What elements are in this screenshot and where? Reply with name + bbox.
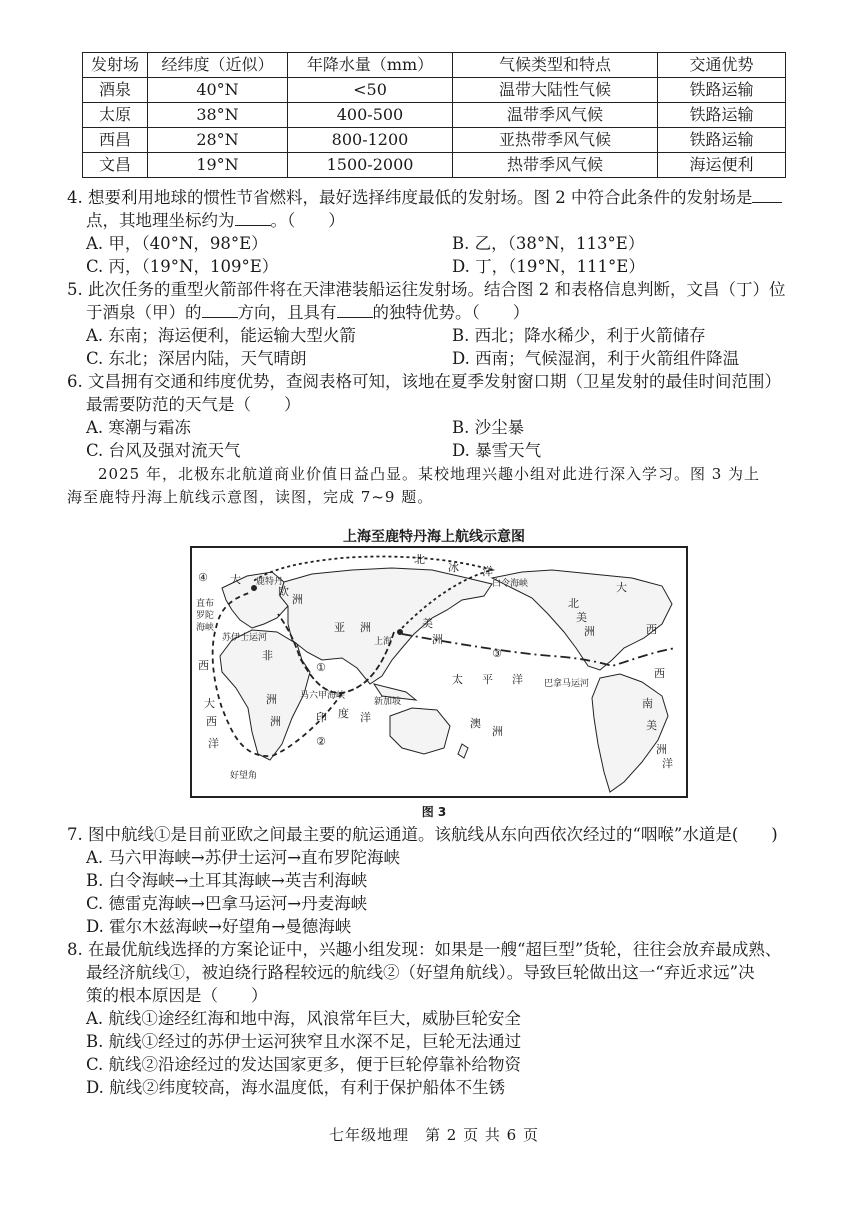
option-c: C. 东北；深居内陆，天气晴朗 [86, 349, 307, 368]
map-label: 度 [338, 707, 349, 720]
table-cell: 亚热带季风气候 [453, 128, 658, 153]
map-label: 苏伊士运河 [222, 633, 268, 643]
map-label: 直布罗陀海峡 [196, 599, 215, 633]
option-c: C. 丙，（19°N，109°E） [86, 257, 279, 276]
question-8-stem-cont: 策的根本原因是（ ） [86, 986, 268, 1005]
table-cell: 温带季风气候 [453, 103, 658, 128]
option-c: C. 航线②沿途经过的发达国家更多，便于巨轮停靠补给物资 [86, 1055, 522, 1074]
table-row [83, 78, 786, 103]
shipping-route-map [190, 546, 688, 798]
option-c: C. 台风及强对流天气 [86, 441, 241, 460]
option-d: D. 航线②纬度较高，海水温度低，有利于保护船体不生锈 [86, 1078, 506, 1097]
question-8-stem-cont: 最经济航线①，被迫绕行路程较远的航线②（好望角航线）。导致巨轮做出这一“弃近求远”决 [86, 963, 755, 982]
question-6-stem: 6. 文昌拥有交通和纬度优势，查阅表格可知，该地在夏季发射窗口期（卫星发射的最佳时间范围） [67, 372, 781, 391]
table-header-cell: 气候类型和特点 [453, 53, 658, 78]
question-4-stem [67, 187, 782, 209]
asia-landmass [280, 565, 493, 684]
map-label: 洲 [492, 725, 503, 738]
map-label: 洲 [360, 621, 371, 634]
map-label: 西 [206, 715, 217, 728]
question-text: 于酒泉（甲）的 [86, 303, 202, 322]
table-row [83, 153, 786, 178]
south-america-landmass [592, 674, 668, 792]
map-label: 北 [414, 553, 425, 566]
option-a: A. 寒潮与霜冻 [86, 418, 191, 437]
map-label: 新加坡 [374, 697, 402, 707]
map-label: 洋 [208, 737, 219, 750]
page-footer: 七年级地理 第 2 页 共 6 页 [329, 1126, 539, 1144]
question-6-stem-cont: 最需要防范的天气是（ ） [86, 395, 301, 414]
map-label: 马六甲海峡 [300, 691, 346, 701]
table-cell: 40°N [148, 78, 288, 103]
map-label: 平 [482, 673, 493, 686]
map-label: 鹿特丹 [256, 577, 284, 587]
table-cell: 28°N [148, 128, 288, 153]
table-cell: 西昌 [83, 128, 148, 153]
question-text: 。（ ） [270, 211, 345, 230]
table-cell: 800-1200 [288, 128, 453, 153]
map-label: 大 [230, 573, 241, 586]
table-cell: 热带季风气候 [453, 153, 658, 178]
option-d: D. 丁，（19°N，111°E） [452, 257, 645, 276]
question-text: 的独特优势。（ ） [372, 303, 530, 322]
map-label: 美 [576, 611, 587, 624]
map-label: 大 [204, 697, 215, 710]
map-label: 印 [316, 711, 327, 724]
option-b: B. 西北；降水稀少，利于火箭储存 [452, 326, 706, 345]
map-label: 美 [646, 719, 657, 732]
option-d: D. 霍尔木兹海峡→好望角→曼德海峡 [86, 917, 352, 936]
map-label: 北 [568, 597, 579, 610]
option-d: D. 西南；气候湿润，利于火箭组件降温 [452, 349, 740, 368]
option-a: A. 甲，（40°N，98°E） [86, 234, 268, 253]
option-b: B. 白令海峡→土耳其海峡→英吉利海峡 [86, 871, 368, 890]
map-label: 洲 [270, 715, 281, 728]
question-5-stem-cont [86, 302, 529, 324]
table-header-cell: 年降水量（mm） [288, 53, 453, 78]
map-title: 上海至鹿特丹海上航线示意图 [343, 529, 525, 545]
answer-blank [337, 317, 373, 318]
table-cell: 19°N [148, 153, 288, 178]
australia-landmass [390, 708, 450, 754]
question-8-stem: 8. 在最优航线选择的方案论证中，兴趣小组发现：如果是一艘“超巨型”货轮，往往会放弃最成熟、 [67, 940, 782, 959]
table-cell: 铁路运输 [658, 128, 786, 153]
map-label: 洋 [512, 673, 523, 686]
map-label: 亚 [334, 621, 345, 634]
route-marker: ④ [198, 571, 208, 584]
map-label: 澳 [470, 717, 481, 730]
map-label: 洲 [432, 633, 443, 646]
option-b: B. 乙，（38°N，113°E） [452, 234, 645, 253]
option-c: C. 德雷克海峡→巴拿马运河→丹麦海峡 [86, 894, 368, 913]
table-row [83, 128, 786, 153]
option-a: A. 航线①途经红海和地中海，风浪常年巨大，威胁巨轮安全 [86, 1009, 521, 1028]
question-4-stem-cont [86, 210, 345, 232]
map-label: 欧 [278, 585, 289, 598]
table-header-cell: 交通优势 [658, 53, 786, 78]
table-cell: 400-500 [288, 103, 453, 128]
map-label: 洋 [482, 565, 493, 578]
table-cell: 酒泉 [83, 78, 148, 103]
question-7-stem: 7. 图中航线①是目前亚欧之间最主要的航运通道。该航线从东向西依次经过的“咽喉”水道是( ) [67, 825, 778, 844]
new-zealand [458, 744, 468, 758]
figure-caption: 图 3 [421, 805, 447, 819]
table-cell: 铁路运输 [658, 78, 786, 103]
question-5-stem: 5. 此次任务的重型火箭部件将在天津港装船运往发射场。结合图 2 和表格信息判断，文昌（丁）位 [67, 280, 786, 299]
map-label: 西 [654, 667, 665, 680]
map-label: 南 [642, 697, 653, 710]
table-header-cell: 发射场 [83, 53, 148, 78]
table-cell: 太原 [83, 103, 148, 128]
map-label: 太 [452, 673, 463, 686]
answer-blank [202, 317, 238, 318]
map-label: 洲 [292, 593, 303, 606]
table-cell: 文昌 [83, 153, 148, 178]
map-label: 大 [616, 581, 627, 594]
table-cell: 1500-2000 [288, 153, 453, 178]
map-label: 洋 [360, 711, 371, 724]
map-label: 好望角 [230, 771, 258, 781]
map-label: 洋 [662, 757, 673, 770]
map-label: 西 [198, 659, 209, 672]
question-text: 点，其地理坐标约为 [86, 211, 235, 230]
answer-blank [235, 225, 271, 226]
intro-paragraph-line: 2025 年，北极东北航道商业价值日益凸显。某校地理兴趣小组对此进行深入学习。图 3 为上 [98, 465, 761, 483]
option-a: A. 东南；海运便利，能运输大型火箭 [86, 326, 356, 345]
map-label: 洲 [656, 743, 667, 756]
option-d: D. 暴雪天气 [452, 441, 542, 460]
question-text: 方向，且具有 [237, 303, 337, 322]
table-cell: 海运便利 [658, 153, 786, 178]
table-row [83, 103, 786, 128]
map-label: 巴拿马运河 [544, 679, 590, 689]
route-marker: ③ [492, 647, 502, 660]
table-cell: 铁路运输 [658, 103, 786, 128]
map-label: 冰 [448, 561, 459, 574]
launch-site-table [82, 52, 786, 178]
intro-paragraph-line: 海至鹿特丹海上航线示意图，读图，完成 7~9 题。 [67, 488, 434, 506]
table-cell: 38°N [148, 103, 288, 128]
map-label: 美 [422, 617, 433, 630]
map-label: 上海 [374, 637, 393, 647]
map-label: 非 [262, 649, 273, 662]
map-label: 西 [646, 623, 657, 636]
table-header-row [83, 53, 786, 78]
route-marker: ② [316, 735, 326, 748]
table-header-cell: 经纬度（近似） [148, 53, 288, 78]
table-cell: <50 [288, 78, 453, 103]
option-b: B. 航线①经过的苏伊士运河狭窄且水深不足，巨轮无法通过 [86, 1032, 522, 1051]
map-label: 洲 [266, 693, 277, 706]
answer-blank [752, 202, 782, 203]
table-cell: 温带大陆性气候 [453, 78, 658, 103]
question-text: 4. 想要利用地球的惯性节省燃料，最好选择纬度最低的发射场。图 2 中符合此条件的发射场是 [67, 188, 753, 207]
route-marker: ① [316, 661, 326, 674]
map-label: 洲 [584, 625, 595, 638]
shanghai-point [397, 629, 403, 635]
option-a: A. 马六甲海峡→苏伊士运河→直布罗陀海峡 [86, 848, 401, 867]
map-label: 白令海峡 [492, 579, 529, 589]
option-b: B. 沙尘暴 [452, 418, 525, 437]
